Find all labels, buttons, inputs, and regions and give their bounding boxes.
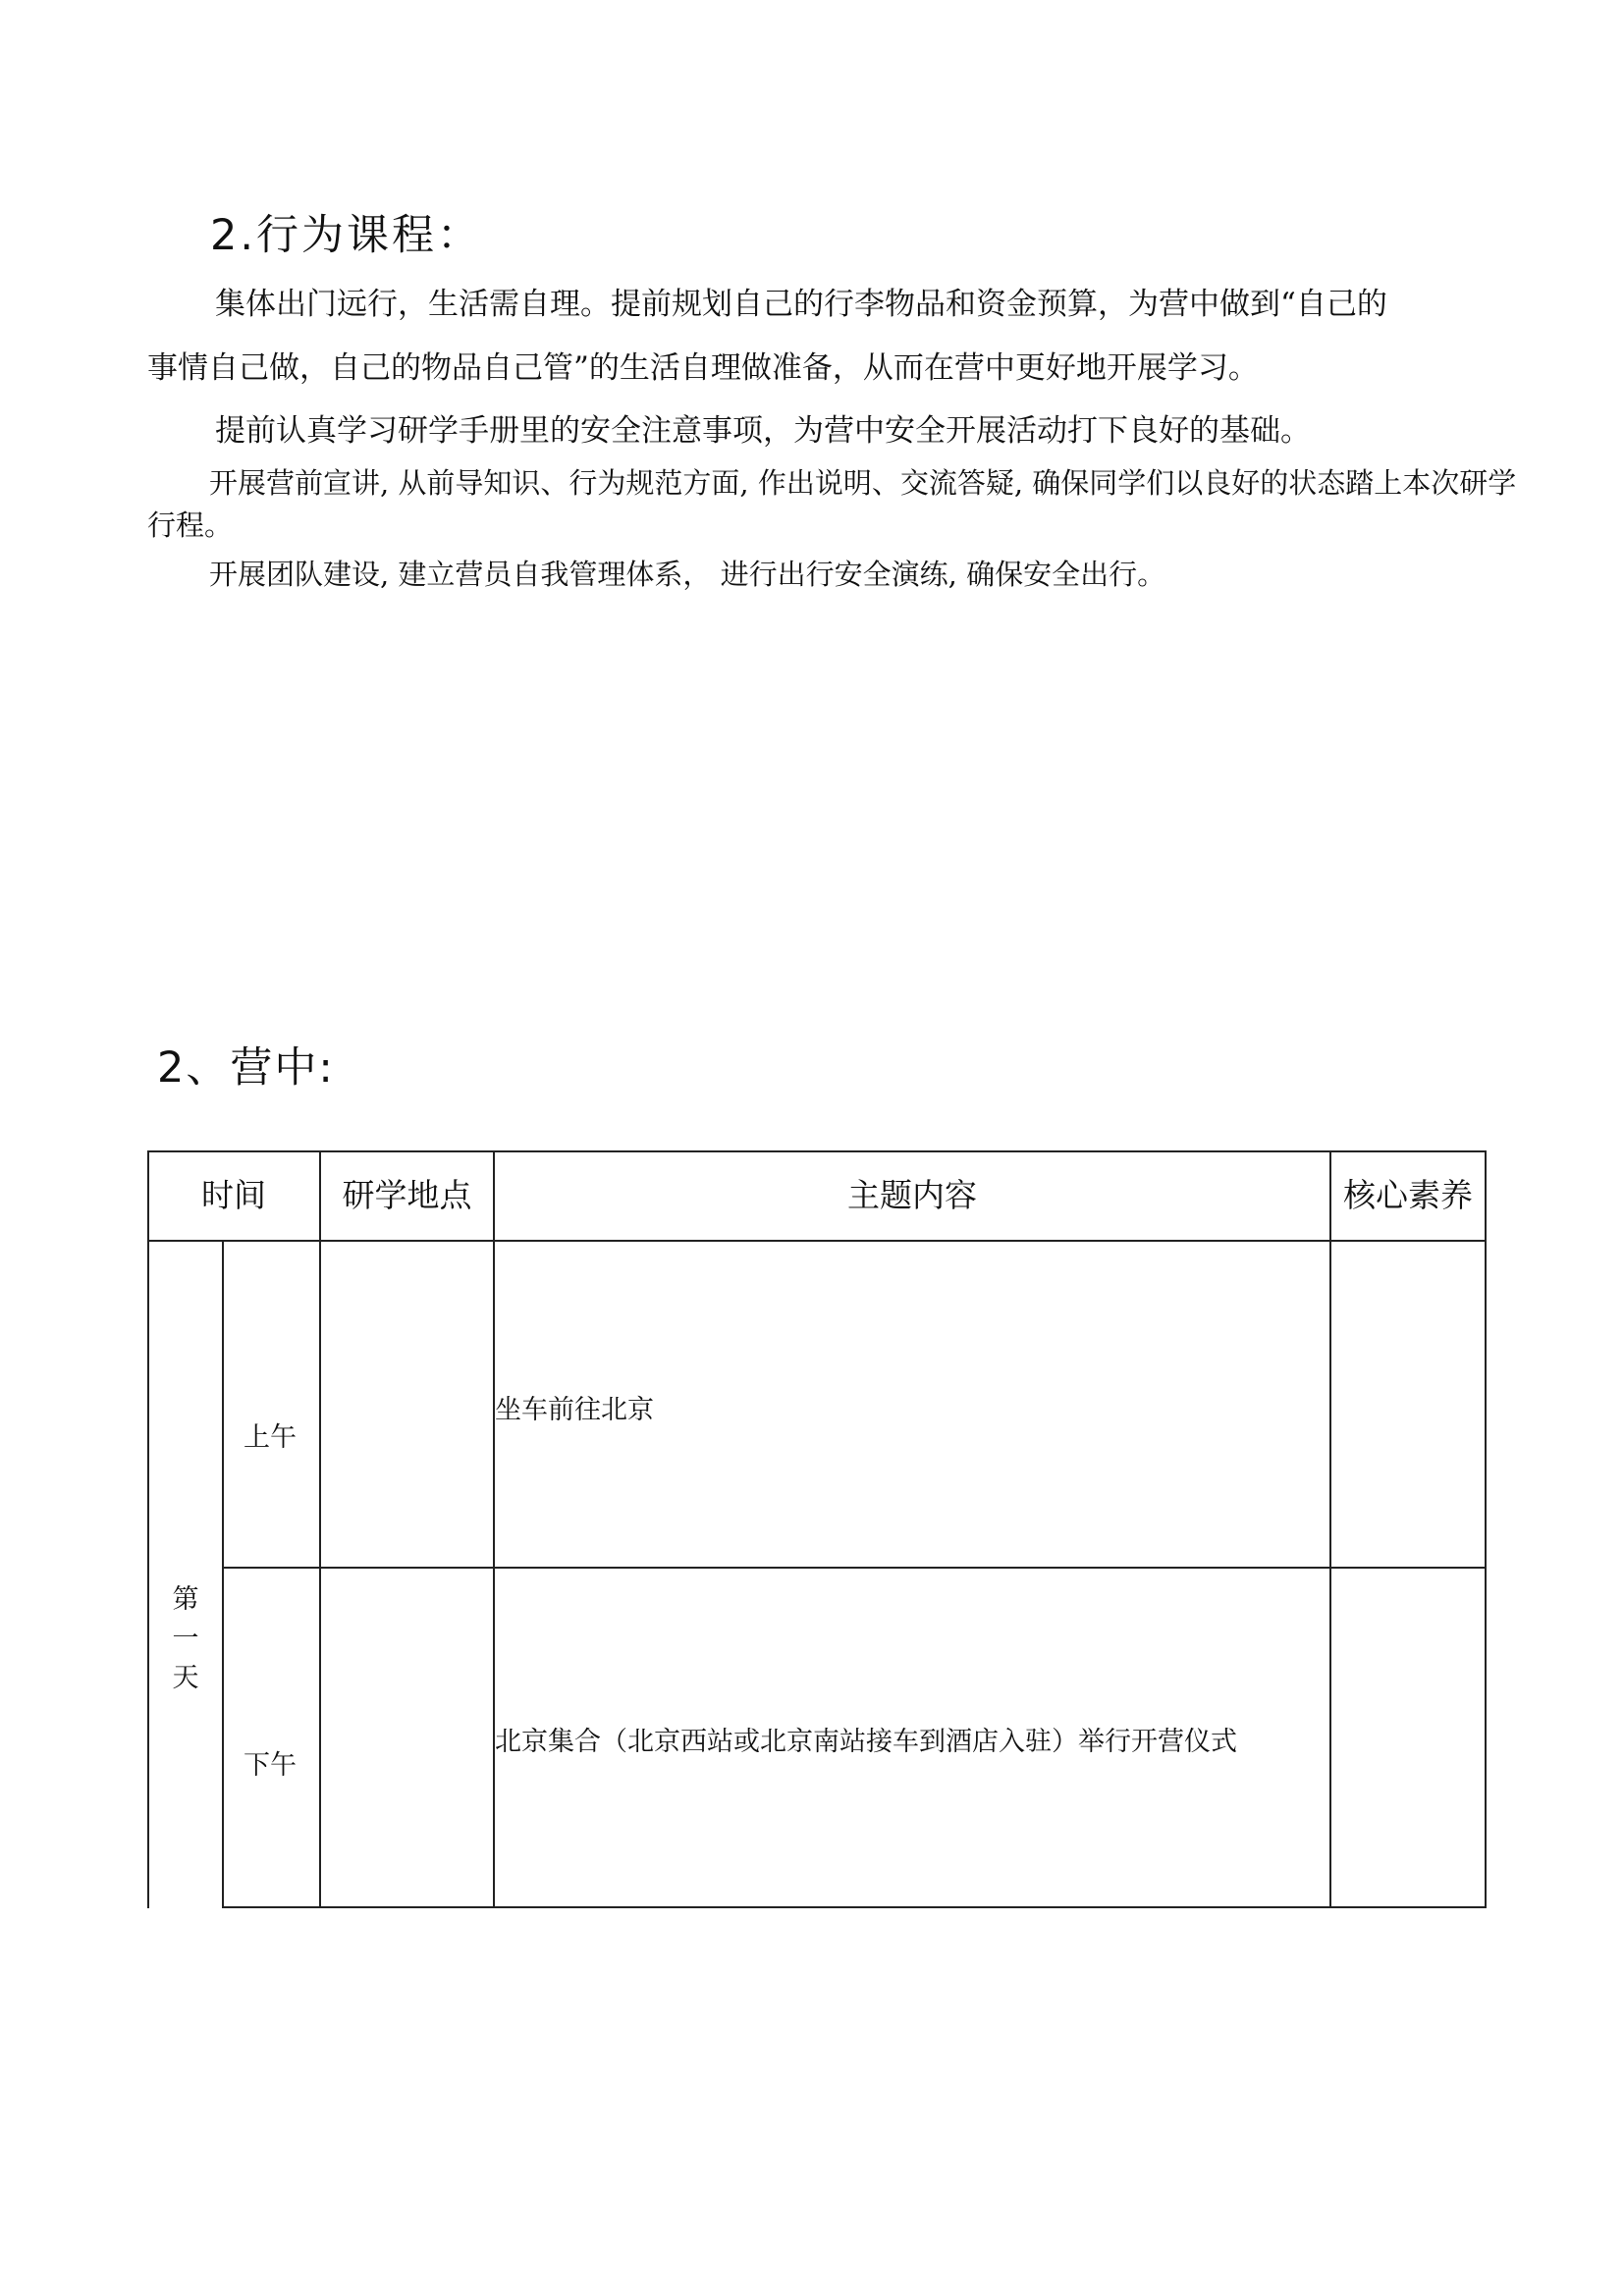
- header-location: 研学地点: [342, 1176, 472, 1214]
- paragraph-team-building: 开展团队建设, 建立营员自我管理体系， 进行出行安全演练, 确保安全出行。: [209, 558, 1166, 591]
- day-label: [149, 1580, 222, 1698]
- table-col-divider-content: [493, 1150, 495, 1908]
- table-row-period-morning: 上午: [244, 1422, 297, 1453]
- table-col-divider-competency: [1329, 1150, 1331, 1908]
- section-title-in-camp: 2、营中:: [157, 1043, 335, 1093]
- table-border-bottom: [222, 1906, 1487, 1908]
- table-row-period-afternoon: 下午: [244, 1750, 297, 1781]
- table-border-right: [1485, 1150, 1487, 1908]
- table-col-divider-period: [222, 1240, 224, 1908]
- paragraph-pre-camp-briefing-line1: 开展营前宣讲, 从前导知识、行为规范方面, 作出说明、交流答疑, 确保同学们以良好的状态踏上本次研学: [209, 466, 1517, 500]
- paragraph-safety-study: 提前认真学习研学手册里的安全注意事项，为营中安全开展活动打下良好的基础。: [215, 413, 1311, 449]
- header-competency: 核心素养: [1343, 1176, 1473, 1214]
- paragraph-pre-camp-briefing-line2: 行程。: [147, 508, 234, 542]
- table-col-divider-location: [319, 1150, 321, 1908]
- section-title-behavior: 2.行为课程：: [210, 211, 483, 260]
- day-label-text: 第一天: [172, 1584, 199, 1693]
- header-time: 时间: [201, 1176, 266, 1214]
- paragraph-self-care-line1: 集体出门远行，生活需自理。提前规划自己的行李物品和资金预算，为营中做到“自己的: [215, 287, 1387, 322]
- table-row-divider: [222, 1567, 1487, 1569]
- table-row-content-afternoon: 北京集合（北京西站或北京南站接车到酒店入驻）举行开营仪式: [495, 1727, 1237, 1757]
- table-row-content-morning: 坐车前往北京: [495, 1395, 654, 1425]
- header-content: 主题内容: [847, 1176, 977, 1214]
- table-border-left: [147, 1150, 149, 1908]
- paragraph-self-care-line2: 事情自己做，自己的物品自己管”的生活自理做准备，从而在营中更好地开展学习。: [147, 350, 1259, 386]
